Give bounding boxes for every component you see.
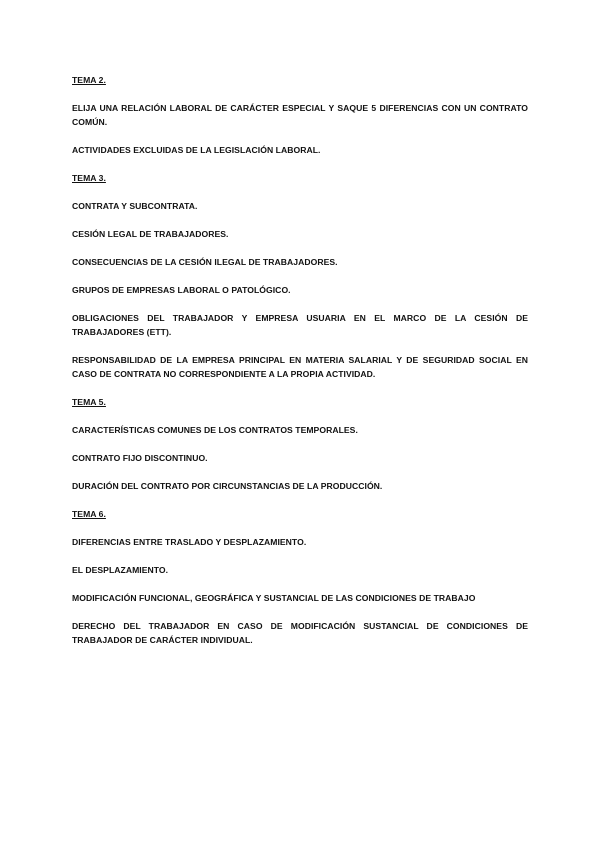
topic-contrata-subcontrata: CONTRATA Y SUBCONTRATA. bbox=[72, 201, 198, 211]
topic-cesion-legal: CESIÓN LEGAL DE TRABAJADORES. bbox=[72, 229, 229, 239]
topic-derecho-trabajador-modificacion: DERECHO DEL TRABAJADOR EN CASO DE MODIFICACIÓN SUSTANCIAL DE CONDICIONES DE TRABAJADOR DE CARÁCTER INDIVIDUAL. bbox=[72, 621, 528, 645]
topic-desplazamiento: EL DESPLAZAMIENTO. bbox=[72, 565, 169, 575]
topic-circunstancias-produccion: DURACIÓN DEL CONTRATO POR CIRCUNSTANCIAS DE LA PRODUCCIÓN. bbox=[72, 481, 383, 491]
topic-grupos-empresas: GRUPOS DE EMPRESAS LABORAL O PATOLÓGICO. bbox=[72, 285, 291, 295]
topic-contratos-temporales: CARACTERÍSTICAS COMUNES DE LOS CONTRATOS TEMPORALES. bbox=[72, 425, 358, 435]
topic-traslado-desplazamiento: DIFERENCIAS ENTRE TRASLADO Y DESPLAZAMIENTO. bbox=[72, 537, 307, 547]
document-content bbox=[72, 73, 528, 661]
section-heading-tema-6: TEMA 6. bbox=[72, 509, 106, 519]
topic-consecuencias-cesion-ilegal: CONSECUENCIAS DE LA CESIÓN ILEGAL DE TRABAJADORES. bbox=[72, 257, 338, 267]
topic-actividades-excluidas: ACTIVIDADES EXCLUIDAS DE LA LEGISLACIÓN LABORAL. bbox=[72, 145, 321, 155]
topic-fijo-discontinuo: CONTRATO FIJO DISCONTINUO. bbox=[72, 453, 208, 463]
topic-responsabilidad-empresa-principal: RESPONSABILIDAD DE LA EMPRESA PRINCIPAL EN MATERIA SALARIAL Y DE SEGURIDAD SOCIAL EN CASO DE CONTRATA NO CORRESPONDIENTE A LA PROPIA ACTIVIDAD. bbox=[72, 355, 528, 379]
section-heading-tema-2: TEMA 2. bbox=[72, 75, 106, 85]
topic-modificacion-condiciones: MODIFICACIÓN FUNCIONAL, GEOGRÁFICA Y SUSTANCIAL DE LAS CONDICIONES DE TRABAJO bbox=[72, 593, 476, 603]
topic-relacion-laboral-especial: ELIJA UNA RELACIÓN LABORAL DE CARÁCTER ESPECIAL Y SAQUE 5 DIFERENCIAS CON UN CONTRATO COMÚN. bbox=[72, 103, 528, 127]
section-heading-tema-5: TEMA 5. bbox=[72, 397, 106, 407]
topic-obligaciones-ett: OBLIGACIONES DEL TRABAJADOR Y EMPRESA USUARIA EN EL MARCO DE LA CESIÓN DE TRABAJADORES (ETT). bbox=[72, 313, 528, 337]
section-heading-tema-3: TEMA 3. bbox=[72, 173, 106, 183]
